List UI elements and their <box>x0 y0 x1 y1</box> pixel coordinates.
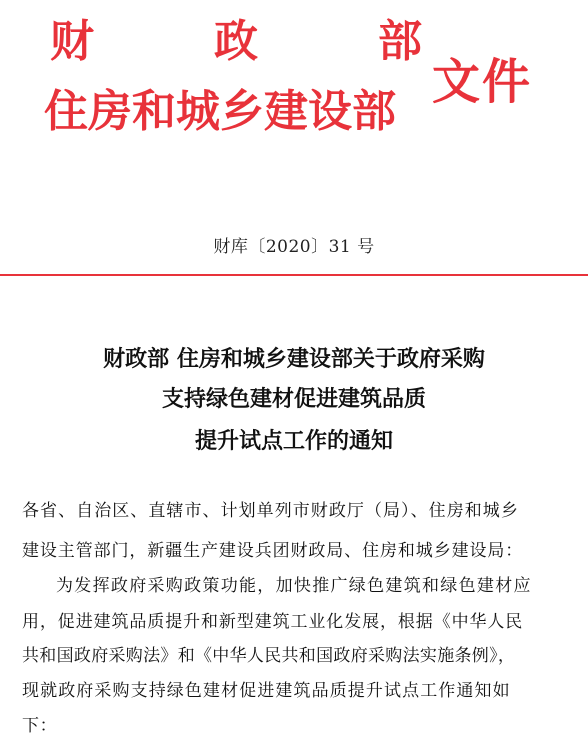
document-type-suffix: 文件 <box>432 54 533 110</box>
red-divider-rule <box>0 274 588 276</box>
issuer-name-ministry-of-finance <box>50 16 422 67</box>
paragraph-line: 现就政府采购支持绿色建材促进建筑品质提升试点工作通知如 <box>22 681 511 701</box>
document-title-line-1: 财政部 住房和城乡建设部关于政府采购 <box>103 346 485 372</box>
issuer-char: 部 <box>378 16 422 67</box>
paragraph-line: 共和国政府采购法》和《中华人民共和国政府采购法实施条例》， <box>22 646 516 666</box>
addressee-line-1: 各省、自治区、直辖市、计划单列市财政厅（局）、住房和城乡 <box>22 501 519 521</box>
issuer-name-housing-ministry: 住房和城乡建设部 <box>44 86 396 137</box>
paragraph-line: 下： <box>22 716 58 736</box>
document-title-line-3: 提升试点工作的通知 <box>194 428 393 454</box>
paragraph-line: 用，促进建筑品质提升和新型建筑工业化发展，根据《中华人民 <box>22 612 524 632</box>
paragraph-line: 为发挥政府采购政策功能，加快推广绿色建筑和绿色建材应 <box>56 576 532 596</box>
issuer-char: 政 <box>214 16 258 67</box>
document-title-line-2: 支持绿色建材促进建筑品质 <box>161 386 426 412</box>
addressee-line-2: 建设主管部门，新疆生产建设兵团财政局、住房和城乡建设局： <box>22 541 524 561</box>
document-number: 财库〔2020〕31 号 <box>213 237 375 257</box>
issuer-char: 财 <box>50 16 94 67</box>
